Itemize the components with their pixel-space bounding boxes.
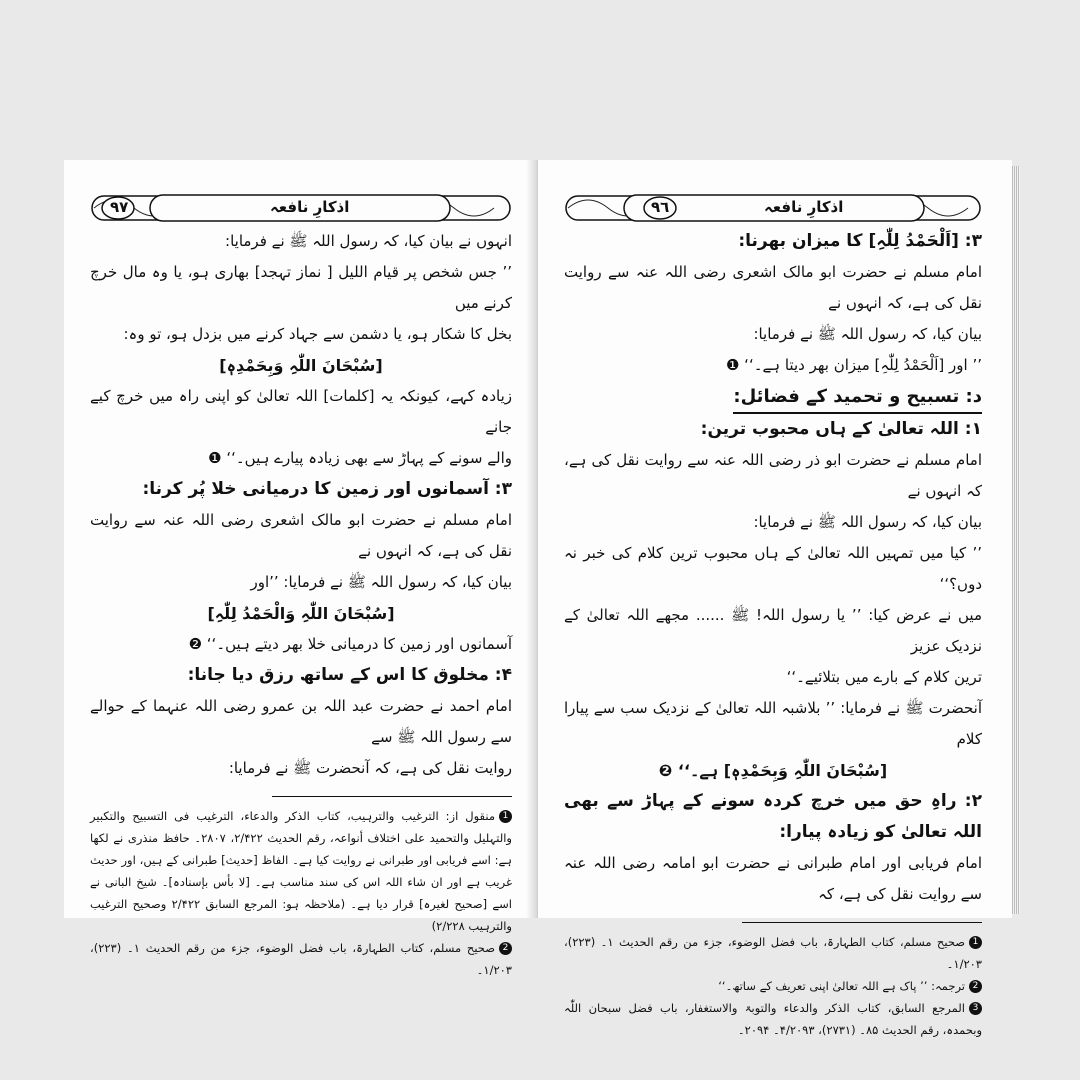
body-line: زیادہ کہے، کیونکہ یہ [کلمات] اللہ تعالیٰ کو اپنی راہ میں خرچ کیے جانے: [90, 387, 512, 436]
section-heading: ۳: آسمانوں اور زمین کا درمیانی خلا پُر کرنا:: [142, 479, 512, 499]
running-title: اذکارِ نافعہ: [270, 198, 350, 216]
footnote: [564, 975, 982, 997]
open-book: [64, 160, 1016, 1037]
body-line: امام احمد نے حضرت عبد اللہ بن عمرو رضی اللہ عنہما کے حوالے سے رسول اللہ ﷺ سے: [90, 697, 512, 746]
section-heading: ۱: اللہ تعالیٰ کے ہاں محبوب ترین:: [700, 419, 982, 439]
body-line: بیان کیا، کہ رسول اللہ ﷺ نے فرمایا: ’’اور: [250, 573, 512, 591]
arabic-dhikr: [سُبْحَانَ اللّٰہِ وَبِحَمْدِہٖ] ہے۔‘‘ ❷: [658, 761, 888, 780]
footnote-divider: [742, 922, 982, 923]
footnote-marker: 1: [499, 810, 512, 823]
body-line: بیان کیا، کہ رسول اللہ ﷺ نے فرمایا:: [753, 325, 982, 343]
section-heading: ۴: مخلوق کا اس کے ساتھ رزق دیا جانا:: [187, 665, 512, 685]
page-number: ٩٧: [110, 198, 129, 216]
running-title: اذکارِ نافعہ: [764, 198, 844, 216]
footnote: [564, 931, 982, 975]
footnote-marker: 2: [499, 942, 512, 955]
footnote-text: صحیح مسلم، کتاب الطہارۃ، باب فضل الوضوء، جزء من رقم الحدیث ۱۔ (۲۲۳)، ۱/۲۰۳۔: [90, 941, 512, 977]
body-line: انہوں نے بیان کیا، کہ رسول اللہ ﷺ نے فرمایا:: [225, 232, 512, 250]
body-line: امام مسلم نے حضرت ابو مالک اشعری رضی اللہ عنہ سے روایت نقل کی ہے، کہ انہوں نے: [90, 511, 512, 560]
left-page-body: [90, 226, 512, 784]
footnote-divider: [272, 796, 512, 797]
footnote-marker: 1: [969, 936, 982, 949]
section-heading: ۳: [اَلْحَمْدُ لِلّٰہِ] کا میزان بھرنا:: [738, 231, 982, 251]
body-line: آسمانوں اور زمین کا درمیانی خلا بھر دیتے ہیں۔‘‘ ❷: [188, 635, 512, 653]
footnote-text: ترجمہ: ’’ پاک ہے اللہ تعالیٰ اپنی تعریف کے ساتھ۔‘‘: [718, 979, 965, 993]
right-page-body: [564, 226, 982, 910]
footnote-marker: 3: [969, 1002, 982, 1015]
body-line: روایت نقل کی ہے، کہ آنحضرت ﷺ نے فرمایا:: [228, 759, 512, 777]
footnote-text: المرجع السابق، کتاب الذکر والدعاء والتوبۃ والاستغفار، باب فضل سبحان اللّٰہ وبحمدہ، رقم الحدیث ۸۵۔ (۲۷۳۱)، ۴/۲۰۹۳۔ ۲۰۹۴۔: [564, 1001, 982, 1037]
right-page: [538, 160, 1012, 1037]
arabic-dhikr: [سُبْحَانَ اللّٰہِ وَبِحَمْدِہٖ]: [219, 356, 383, 375]
page-edges: [1012, 166, 1020, 914]
chapter-heading-text: د: تسبیح و تحمید کے فضائل:: [733, 381, 982, 414]
footnote: [90, 937, 512, 981]
footnote: [564, 997, 982, 1041]
body-line: میں نے عرض کیا: ’’ یا رسول اللہ! ﷺ ...... مجھے اللہ تعالیٰ کے نزدیک عزیز: [564, 606, 982, 655]
section-heading: ۲: راہِ حق میں خرچ کردہ سونے کے پہاڑ سے بھی اللہ تعالیٰ کو زیادہ پیارا:: [564, 791, 982, 842]
footnote: [90, 805, 512, 937]
body-line: ’’ جس شخص پر قیام اللیل [ نماز تہجد] بھاری ہو، یا وہ مال خرچ کرنے میں: [90, 263, 512, 312]
left-page-header: [90, 190, 512, 226]
body-line: آنحضرت ﷺ نے فرمایا: ’’ بلاشبہ اللہ تعالیٰ کے نزدیک سب سے پیارا کلام: [564, 699, 982, 748]
body-line: امام فریابی اور امام طبرانی نے حضرت ابو امامہ رضی اللہ عنہ سے روایت نقل کی ہے، کہ: [564, 854, 982, 903]
left-page: [64, 160, 534, 977]
body-line: امام مسلم نے حضرت ابو مالک اشعری رضی اللہ عنہ سے روایت نقل کی ہے، کہ انہوں نے: [564, 263, 982, 312]
left-footnotes: [90, 805, 512, 981]
body-line: امام مسلم نے حضرت ابو ذر رضی اللہ عنہ سے روایت نقل کی ہے، کہ انہوں نے: [564, 451, 982, 500]
footnote-text: صحیح مسلم، کتاب الطہارۃ، باب فضل الوضوء، جزء من رقم الحدیث ۱۔ (۲۲۳)، ۱/۲۰۳۔: [564, 935, 982, 971]
body-line: بخل کا شکار ہو، یا دشمن سے جہاد کرنے میں بزدل ہو، تو وہ:: [123, 325, 512, 343]
body-line: ’’ کیا میں تمہیں اللہ تعالیٰ کے ہاں محبوب ترین کلام کی خبر نہ دوں؟‘‘: [564, 544, 982, 593]
footnote-marker: 2: [969, 980, 982, 993]
footnote-text: منقول از: الترغیب والترہیب، کتاب الذکر والدعاء، الترغیب فی التسبیح والتکبیر والتہلیل والتحمید علی اختلاف أنواعہ، رقم الحدیث ۲/۴۲۲، ۲۸۰۷۔ حافظ منذری نے لکھا ہے: اسے فریابی اور طبرانی نے روایت کیا ہے۔ الفاظ [حدیث] طبرانی کے ہیں، اور حدیث غریب ہے اور ان شاء اللہ اس کی سند مناسب ہے۔ [لا بأس بإسنادہ]۔ شیخ البانی نے اسے [صحیح لغیرہ] قرار دیا ہے۔ (ملاحظہ ہو: المرجع السابق ۲/۴۲۲ وصحیح الترغیب والترہیب ۲/۲۲۸): [90, 809, 512, 933]
right-page-header: [564, 190, 982, 226]
arabic-dhikr: [سُبْحَانَ اللّٰہِ وَالْحَمْدُ لِلّٰہِ]: [207, 604, 395, 623]
right-footnotes: [564, 931, 982, 1041]
chapter-heading: [564, 381, 982, 414]
body-line: ’’ اور [اَلْحَمْدُ لِلّٰہِ] میزان بھر دیتا ہے۔‘‘ ❶: [725, 356, 982, 374]
body-line: ترین کلام کے بارے میں بتلائیے۔‘‘: [786, 668, 982, 686]
page-number: ٩٦: [651, 198, 670, 216]
body-line: بیان کیا، کہ رسول اللہ ﷺ نے فرمایا:: [753, 513, 982, 531]
body-line: والے سونے کے پہاڑ سے بھی زیادہ پیارے ہیں۔‘‘ ❶: [208, 449, 512, 467]
